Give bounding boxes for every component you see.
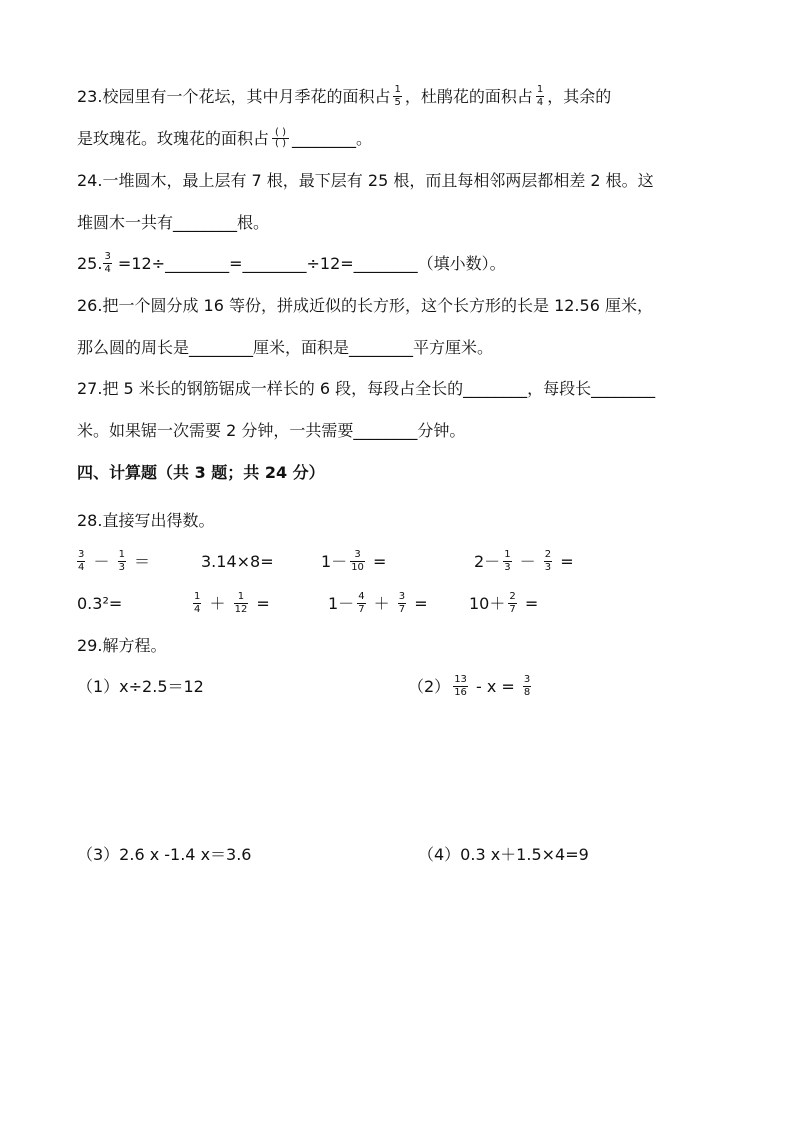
question-28-title: 28.直接写出得数。 — [77, 511, 215, 530]
question-25-fraction: $\frac{3}{4}$ — [104, 251, 111, 275]
calc-item-b: 3.14×8= — [201, 552, 274, 571]
equals: = — [256, 594, 270, 613]
calc-item-g — [328, 593, 428, 616]
fraction: $\frac{3}{8}$ — [523, 674, 531, 698]
operand: 10＋ — [469, 594, 506, 613]
equals: = — [414, 594, 428, 613]
calc-item-d — [474, 551, 574, 574]
fraction: $\frac{1}{4}$ — [194, 591, 201, 615]
question-23-text-b: ，杜鹃花的面积占 — [404, 87, 533, 106]
operand: 1－ — [321, 552, 348, 571]
question-26-line-2: 那么圆的周长是________厘米，面积是________平方厘米。 — [77, 338, 494, 357]
azalea-fraction: $\frac{1}{4}$ — [536, 84, 544, 108]
question-23-text-c: ，其余的 — [547, 87, 612, 106]
question-23-text-d: 是玫瑰花。玫瑰花的面积占 — [77, 129, 270, 148]
question-23-line-2 — [77, 128, 372, 150]
section-4-heading: 四、计算题（共 3 题；共 24 分） — [77, 463, 325, 482]
question-23-line-1 — [77, 86, 611, 109]
calc-item-c — [321, 551, 386, 574]
fraction: $\frac{4}{7}$ — [358, 591, 365, 615]
operator: － — [93, 552, 110, 571]
fraction: $\frac{3}{4}$ — [78, 549, 85, 573]
question-27-line-1: 27.把 5 米长的钢筋锯成一样长的 6 段，每段占全长的________，每段长________ — [77, 379, 656, 398]
equals: ＝ — [134, 552, 151, 571]
question-29-title: 29.解方程。 — [77, 636, 167, 655]
fraction: $\frac{13}{16}$ — [454, 674, 467, 698]
equation-1: （1）x÷2.5＝12 — [77, 677, 204, 696]
calc-item-e: 0.3²= — [77, 594, 123, 613]
operator: － — [519, 552, 536, 571]
operator: ＋ — [209, 594, 226, 613]
fraction: $\frac{3}{10}$ — [351, 549, 364, 573]
question-24-line-1: 24.一堆圆木，最上层有 7 根，最下层有 25 根，而且每相邻两层都相差 2 根。这 — [77, 171, 654, 190]
fraction: $\frac{1}{3}$ — [504, 549, 511, 573]
fraction: $\frac{1}{12}$ — [234, 591, 248, 615]
fraction: $\frac{3}{7}$ — [398, 591, 406, 615]
answer-fraction-blank[interactable]: $\frac{( )}{( )}$ — [272, 128, 289, 149]
equation-2 — [408, 676, 534, 699]
question-24-line-2: 堆圆木一共有________根。 — [77, 213, 270, 232]
question-25-number: 25. — [77, 254, 103, 273]
question-27-line-2: 米。如果锯一次需要 2 分钟，一共需要________分钟。 — [77, 421, 466, 440]
operand: 1－ — [328, 594, 355, 613]
equation-4: （4）0.3 x＋1.5×4=9 — [418, 845, 589, 864]
question-25 — [77, 253, 506, 276]
question-23-text-a: 23.校园里有一个花坛，其中月季花的面积占 — [77, 87, 391, 106]
calc-item-f — [193, 593, 270, 616]
operand: 2－ — [474, 552, 501, 571]
equals: = — [524, 594, 539, 613]
equation-3: （3）2.6 x -1.4 x＝3.6 — [77, 845, 252, 864]
question-23-text-e: ________。 — [292, 129, 373, 148]
calc-item-h — [469, 593, 538, 616]
rose-fraction: $\frac{1}{5}$ — [394, 84, 401, 108]
fraction: $\frac{1}{3}$ — [118, 549, 125, 573]
equation-2-middle: - x = — [470, 677, 520, 696]
operator: ＋ — [373, 594, 390, 613]
equals: = — [373, 552, 387, 571]
fraction: $\frac{2}{3}$ — [544, 549, 552, 573]
equation-2-label: （2） — [408, 677, 451, 696]
calc-item-a — [77, 551, 150, 574]
question-26-line-1: 26.把一个圆分成 16 等份，拼成近似的长方形，这个长方形的长是 12.56 厘米， — [77, 296, 653, 315]
question-25-text: =12÷________=________÷12=________（填小数）。 — [112, 254, 506, 273]
equals: = — [560, 552, 574, 571]
fraction: $\frac{2}{7}$ — [509, 591, 516, 615]
